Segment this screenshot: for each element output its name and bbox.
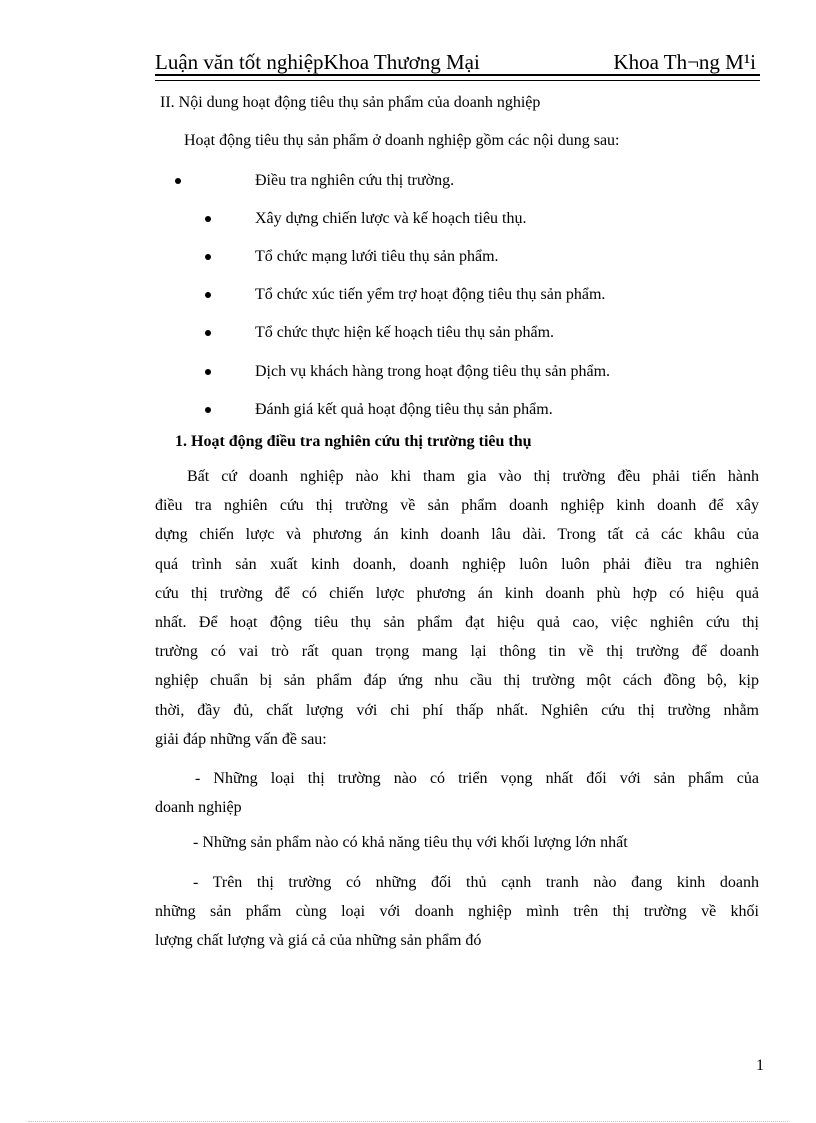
intro-text: Hoạt động tiêu thụ sản phẩm ở doanh nghiệp gồm các nội dung sau: xyxy=(184,132,620,149)
list-item: Điều tra nghiên cứu thị trường. xyxy=(255,172,455,189)
header-rule-thick xyxy=(155,74,760,76)
paragraph-line: - Những loại thị trường nào có triển vọng nhất đối với sản phẩm của xyxy=(195,770,759,787)
list-item: Xây dựng chiến lược và kế hoạch tiêu thụ. xyxy=(255,210,527,227)
paragraph-market-research xyxy=(155,462,759,754)
paragraph-line: doanh nghiệp xyxy=(155,799,242,817)
paragraph-line: dựng chiến lược và phương án kinh doanh lâu dài. Trong tất cả các khâu của xyxy=(155,526,759,544)
dash-item-products: - Những sản phẩm nào có khả năng tiêu thụ với khối lượng lớn nhất xyxy=(193,834,628,851)
paragraph-line: nhất. Để hoạt động tiêu thụ sản phẩm đạt hiệu quả cao, việc nghiên cứu thị xyxy=(155,613,759,631)
subsection-title: 1. Hoạt động điều tra nghiên cứu thị trường tiêu thụ xyxy=(175,433,532,450)
bullet-dot xyxy=(175,178,181,184)
list-item: Tổ chức thực hiện kế hoạch tiêu thụ sản phẩm. xyxy=(255,324,555,341)
paragraph-line: nghiệp chuẩn bị sản phẩm đáp ứng nhu cầu thị trường một cách đồng bộ, kịp xyxy=(155,672,759,690)
bullet-dot xyxy=(205,369,211,375)
header-left-title: Luận văn tốt nghiệpKhoa Thương Mại xyxy=(155,50,480,74)
bullet-dot xyxy=(205,407,211,413)
section-title: II. Nội dung hoạt động tiêu thụ sản phẩm của doanh nghiệp xyxy=(160,94,541,111)
list-item: Đánh giá kết quả hoạt động tiêu thụ sản phẩm. xyxy=(255,401,553,418)
list-item: Tổ chức mạng lưới tiêu thụ sản phẩm. xyxy=(255,248,499,265)
paragraph-line: - Trên thị trường có những đối thủ cạnh tranh nào đang kinh doanh xyxy=(193,874,759,891)
dash-item-markets xyxy=(155,764,759,822)
paragraph-line: Bất cứ doanh nghiệp nào khi tham gia vào thị trường đều phải tiến hành xyxy=(187,468,759,485)
paragraph-line: cứu thị trường để có chiến lược phương án kinh doanh phù hợp có hiệu quả xyxy=(155,584,759,602)
paragraph-line: giải đáp những vấn đề sau: xyxy=(155,730,327,748)
paragraph-line: thời, đầy đủ, chất lượng với chi phí thấp nhất. Nghiên cứu thị trường nhằm xyxy=(155,701,759,719)
page-bottom-border xyxy=(28,1121,788,1122)
paragraph-line: trường có vai trò rất quan trọng mang lại thông tin về thị trường để doanh xyxy=(155,643,759,661)
paragraph-line: lượng chất lượng và giá cả của những sản phẩm đó xyxy=(155,932,482,950)
list-item: Dịch vụ khách hàng trong hoạt động tiêu thụ sản phẩm. xyxy=(255,363,611,380)
bullet-dot xyxy=(205,216,211,222)
bullet-dot xyxy=(205,254,211,260)
bullet-dot xyxy=(205,292,211,298)
paragraph-line: quá trình sản xuất kinh doanh, doanh nghiệp luôn luôn phải điều tra nghiên xyxy=(155,555,759,573)
bullet-dot xyxy=(205,330,211,336)
paragraph-line: điều tra nghiên cứu thị trường về sản phẩm doanh nghiệp kinh doanh để xây xyxy=(155,497,759,515)
header-right-title: Khoa Th¬ng M¹i xyxy=(613,50,756,74)
list-item: Tổ chức xúc tiến yểm trợ hoạt động tiêu thụ sản phẩm. xyxy=(255,286,606,303)
header-rule-thin xyxy=(155,80,760,81)
paragraph-line: những sản phẩm cùng loại với doanh nghiệp mình trên thị trường về khối xyxy=(155,903,759,921)
page-number: 1 xyxy=(756,1057,764,1074)
dash-item-competitors xyxy=(155,868,759,956)
